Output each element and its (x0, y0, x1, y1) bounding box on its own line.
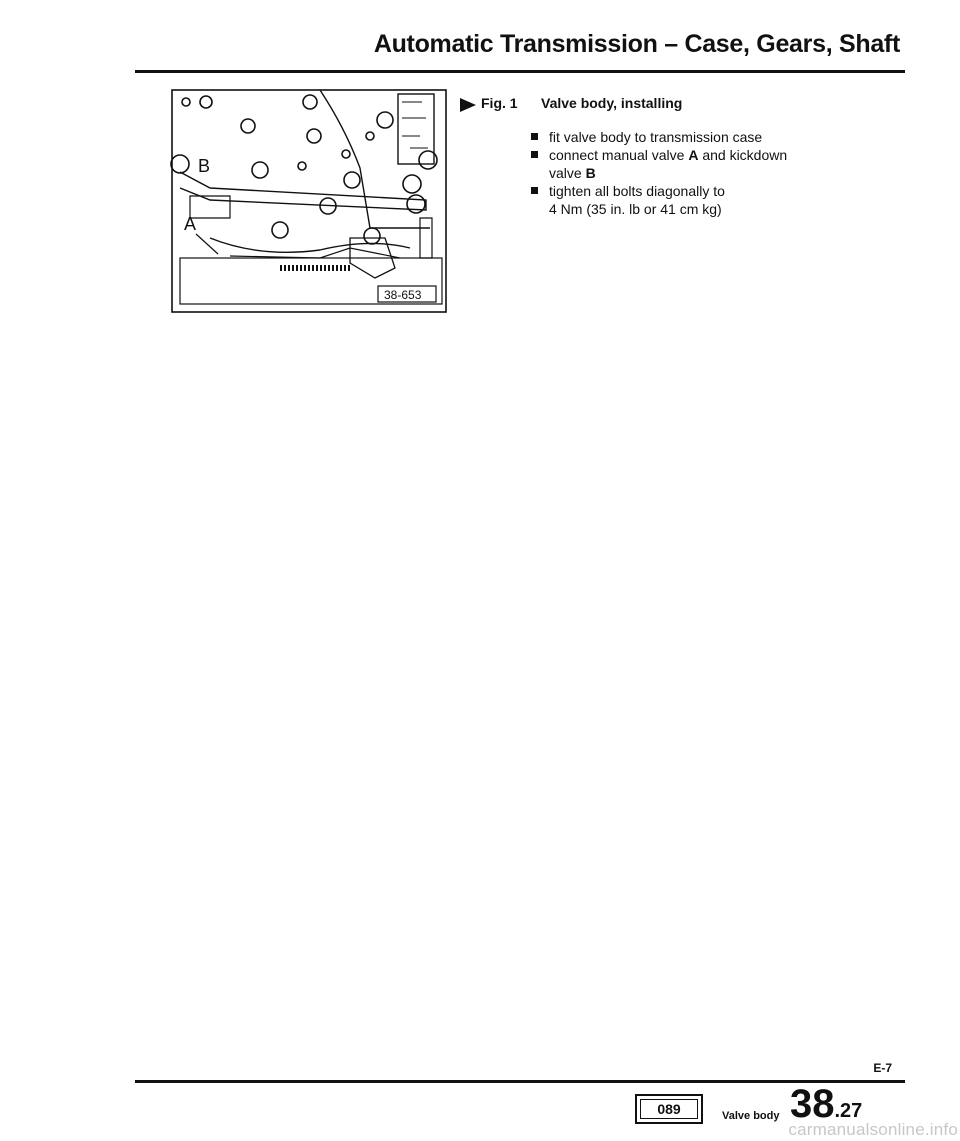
figure-caption: Valve body, installing (541, 95, 683, 111)
bullet-icon (531, 133, 538, 140)
model-number: 089 (640, 1099, 698, 1119)
step-text: tighten all bolts diagonally to 4 Nm (35 in. lb or 41 cm kg) (549, 183, 725, 217)
figure-reference-number: 38-653 (384, 288, 422, 302)
footer-section-title: Valve body (722, 1110, 780, 1122)
step-text: fit valve body to transmission case (549, 129, 763, 145)
page-number: 38.27 (790, 1082, 863, 1126)
callout-ref-b: B (585, 165, 596, 181)
step-item (531, 146, 861, 182)
step-item (531, 128, 861, 146)
bullet-icon (531, 151, 538, 158)
figure-pointer-icon (460, 98, 476, 112)
figure-label: Fig. 1 (481, 95, 518, 111)
callout-ref-a: A (688, 147, 699, 163)
valve-body-illustration (170, 88, 448, 314)
header-rule (135, 70, 905, 73)
procedure-steps (531, 128, 861, 218)
callout-a: A (184, 214, 197, 234)
step-text: connect manual valve A and kickdown valve B (549, 147, 788, 181)
bullet-icon (531, 187, 538, 194)
step-item (531, 182, 861, 218)
page-code: E-7 (873, 1061, 892, 1075)
watermark: carmanualsonline.info (788, 1120, 958, 1139)
page-title: Automatic Transmission – Case, Gears, Shaft (373, 30, 900, 58)
callout-b: B (198, 156, 211, 176)
